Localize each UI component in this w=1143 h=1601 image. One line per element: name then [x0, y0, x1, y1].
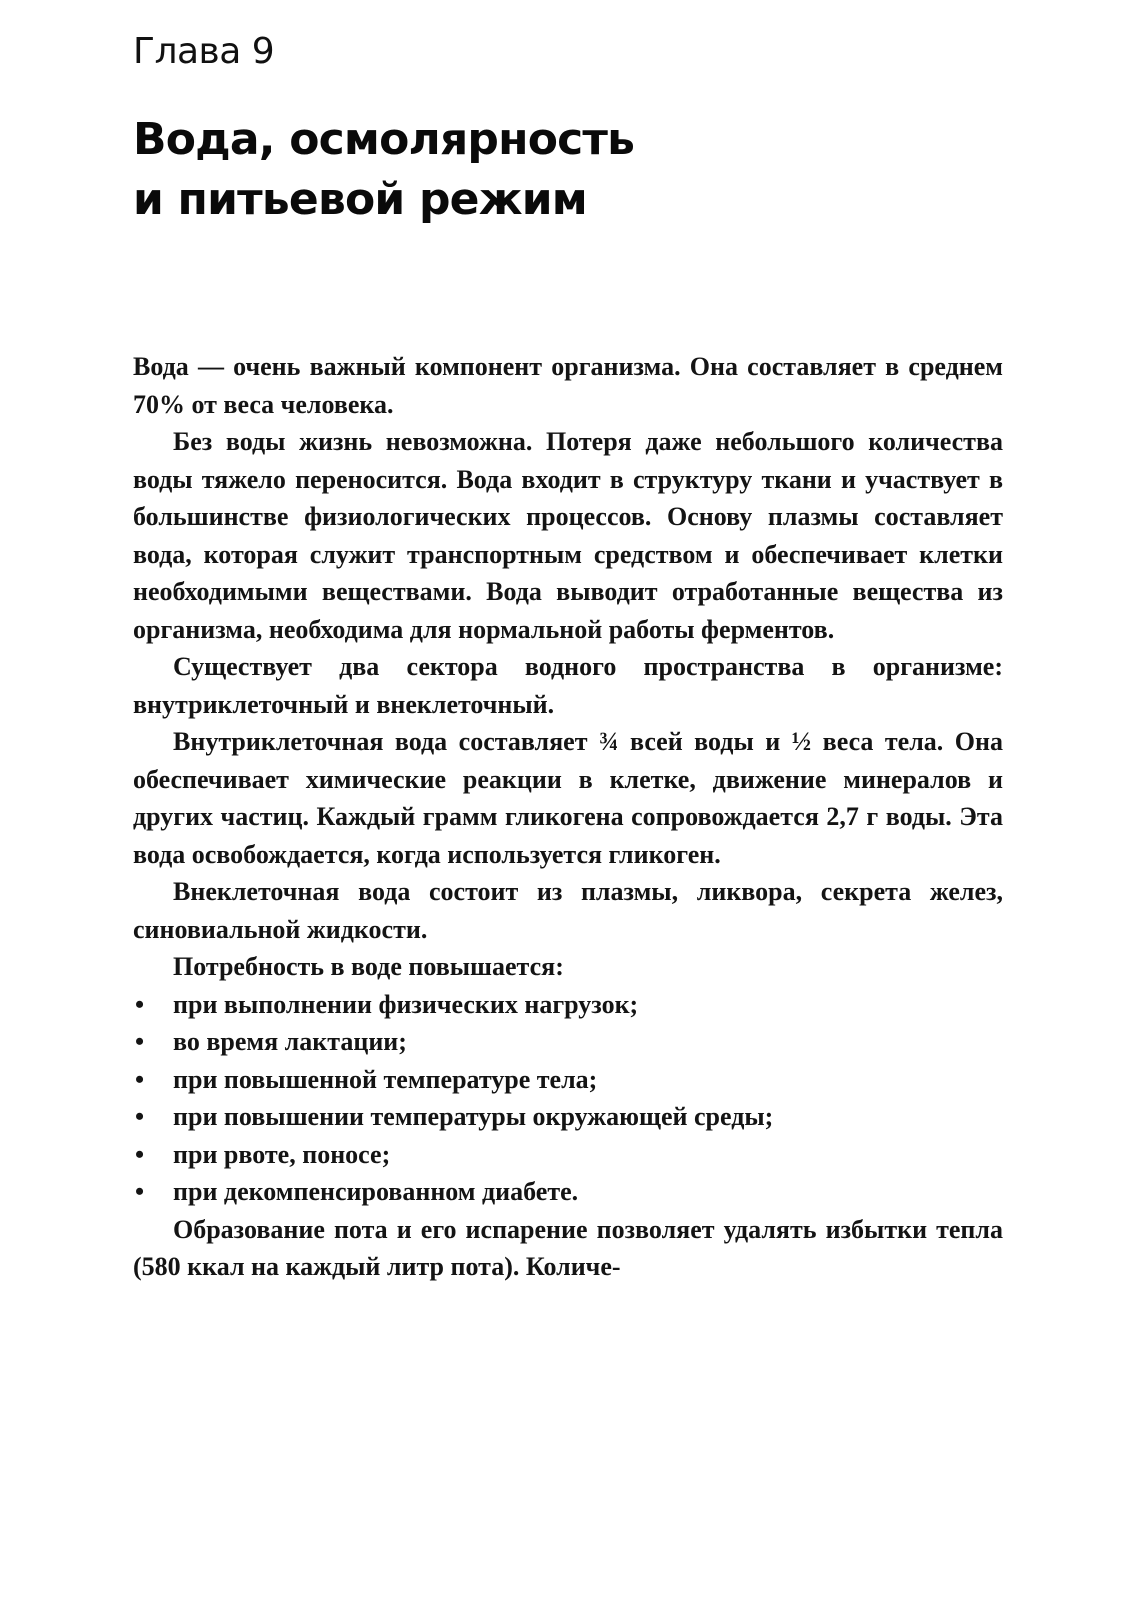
paragraph-extracellular: Внеклеточная вода состоит из плазмы, ликвора, секрета желез, синовиальной жидкости.: [133, 877, 1003, 944]
list-item-text: при повышенной температуре тела;: [173, 1064, 598, 1094]
bullet-icon: •: [135, 989, 145, 1019]
list-item-text: при повышении температуры окружающей среды;: [173, 1102, 774, 1131]
bullet-icon: •: [135, 1139, 145, 1169]
list-item: [133, 986, 1003, 1024]
paragraph-importance: Без воды жизнь невозможна. Потеря даже небольшого количества воды тяжело переносится. Вода входит в структуру ткани и участвует в большинстве физиологических процессов. Основу плазмы составляет вода, которая служит транспортным средством и обеспечивает клетки необходимыми веществами. Вода выводит отработанные вещества из организма, необходима для нормальной работы ферментов.: [133, 427, 1003, 644]
bullet-icon: •: [135, 1177, 145, 1206]
list-item-text: во время лактации;: [173, 1027, 407, 1056]
list-item-text: при рвоте, поносе;: [173, 1139, 391, 1169]
list-item: [133, 1061, 1003, 1099]
list-item: [133, 1098, 1003, 1136]
list-item-text: при декомпенсированном диабете.: [173, 1177, 579, 1206]
chapter-title-line-2: и питьевой режим: [133, 174, 587, 225]
bullet-icon: •: [135, 1102, 145, 1131]
list-item: [133, 1173, 1003, 1211]
bullet-icon: •: [135, 1027, 145, 1056]
body-text: [133, 348, 1003, 1286]
chapter-label: Глава 9: [133, 31, 275, 72]
bullet-icon: •: [135, 1064, 145, 1094]
list-item-text: при выполнении физических нагрузок;: [173, 989, 639, 1019]
list-item: [133, 1023, 1003, 1061]
paragraph-need-intro: Потребность в воде повышается:: [173, 952, 564, 981]
chapter-title: [133, 110, 1013, 230]
need-list: [133, 986, 1003, 1211]
paragraph-intro: Вода — очень важный компонент организма. Она составляет в среднем 70% от веса человека.: [133, 352, 1003, 419]
paragraph-water-sectors: Существует два сектора водного пространства в организме: внутриклеточный и внеклеточный.: [133, 652, 1003, 719]
paragraph-sweat: Образование пота и его испарение позволяет удалять избытки тепла (580 ккал на каждый литр пота). Количе-: [133, 1214, 1003, 1281]
chapter-title-line-1: Вода, осмолярность: [133, 114, 635, 165]
paragraph-intracellular: Внутриклеточная вода составляет ¾ всей воды и ½ веса тела. Она обеспечивает химические реакции в клетке, движение минералов и других частиц. Каждый грамм гликогена сопровождается 2,7 г воды. Эта вода освобождается, когда используется гликоген.: [133, 727, 1003, 869]
list-item: [133, 1136, 1003, 1174]
